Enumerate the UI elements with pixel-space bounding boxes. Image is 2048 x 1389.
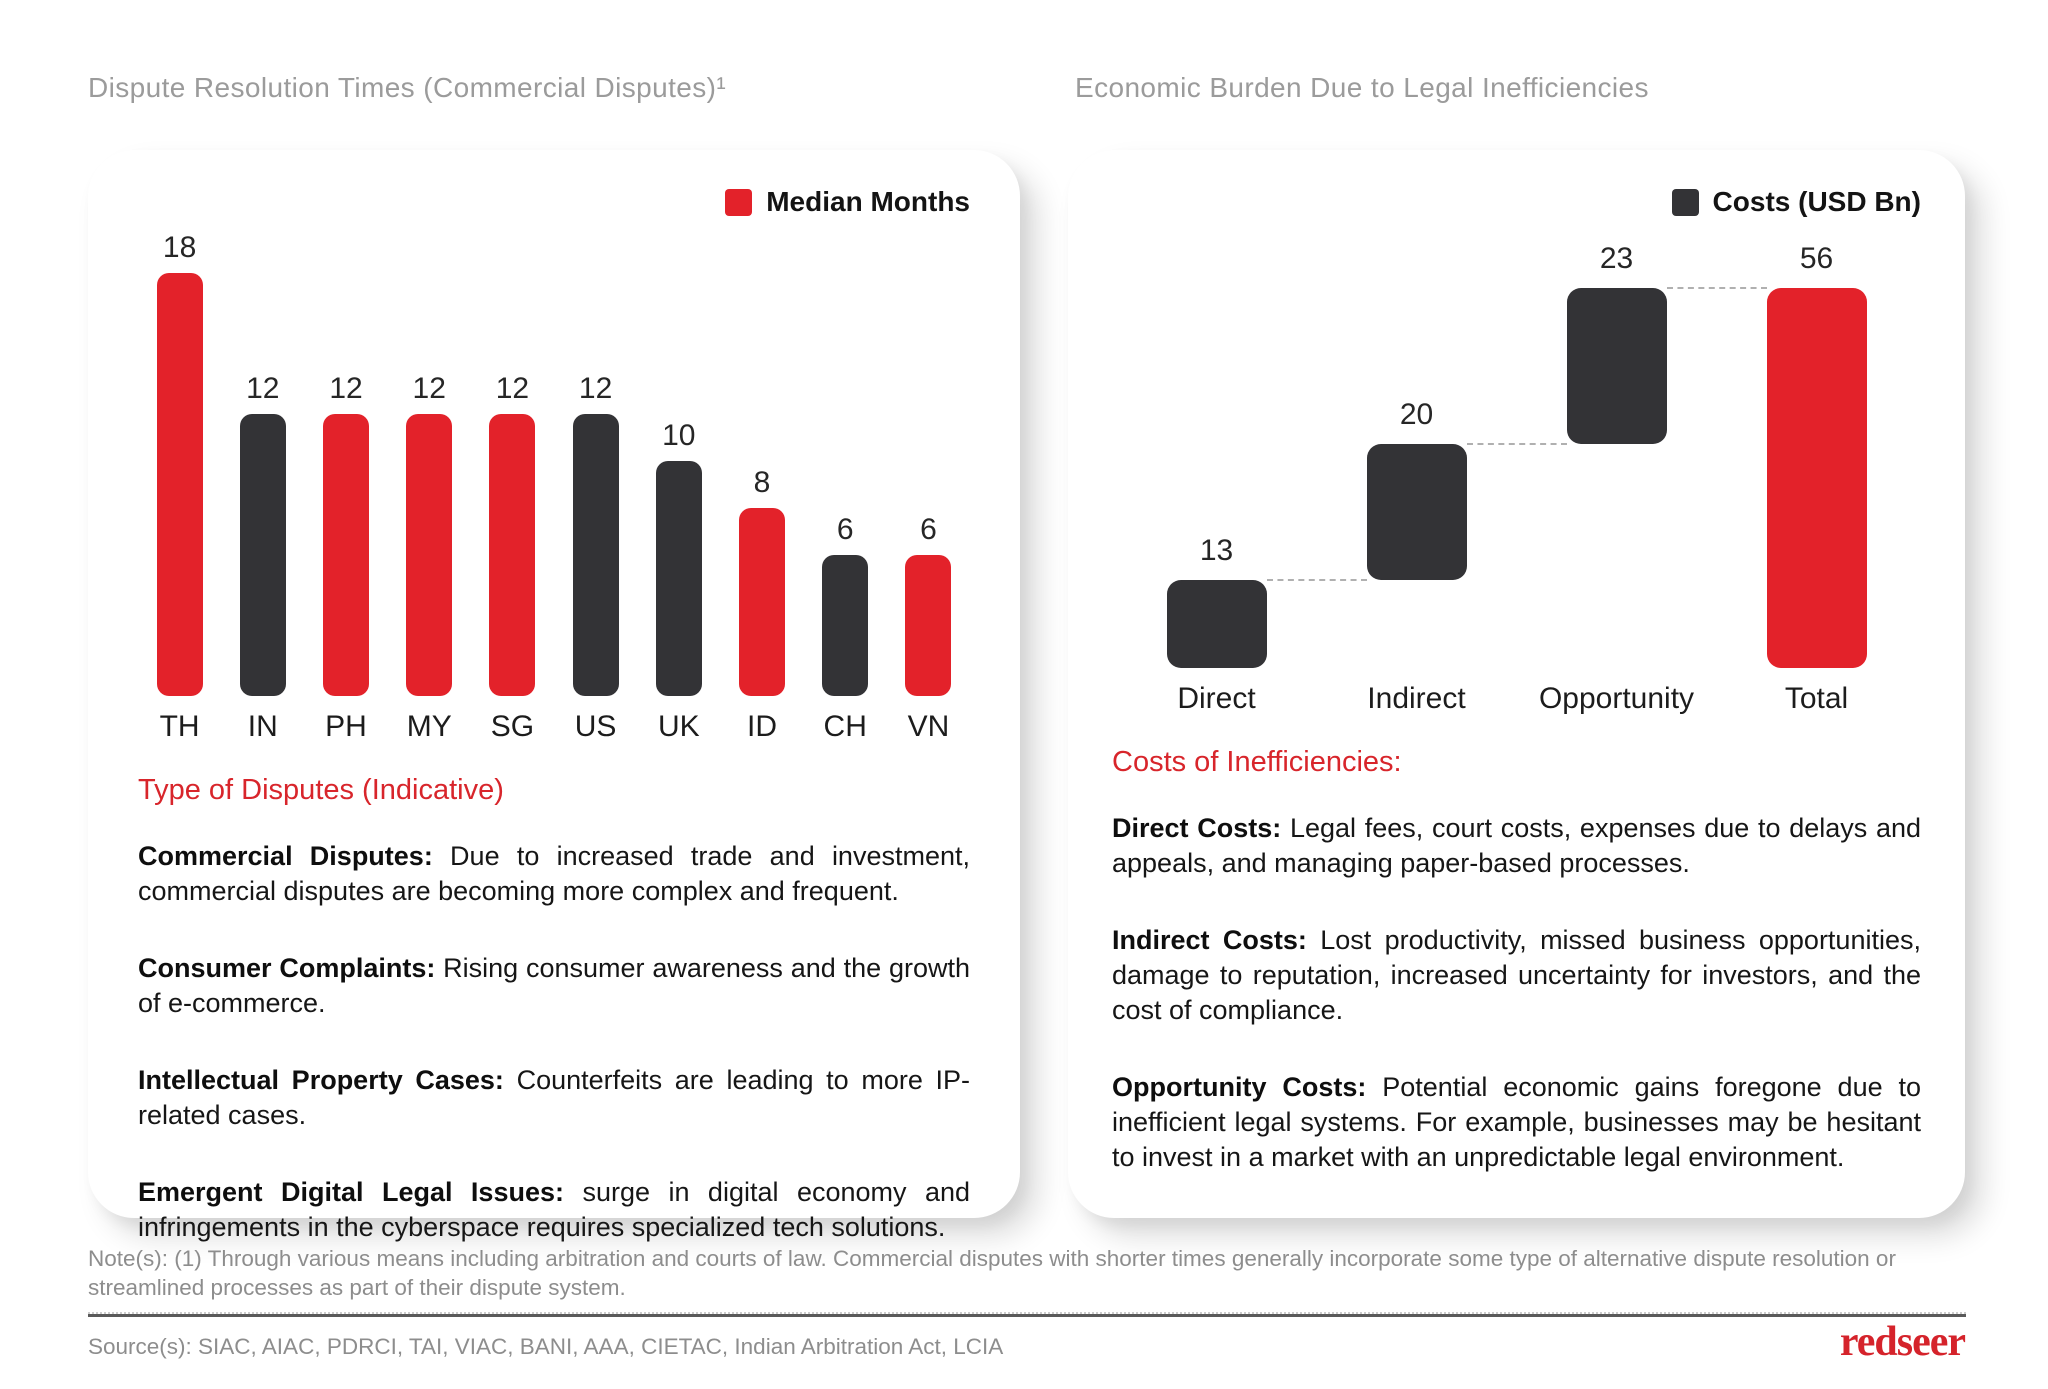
median-months-legend-label: Median Months xyxy=(766,186,970,217)
body-paragraph: Intellectual Property Cases: Counterfeits are leading to more IP-related cases. xyxy=(138,1065,970,1130)
bar-value-label: 18 xyxy=(162,231,197,264)
bar-chart-legend xyxy=(138,186,970,218)
paragraph-lead: Indirect Costs: xyxy=(1112,925,1307,955)
paragraph-lead: Consumer Complaints: xyxy=(138,953,436,983)
paragraph-lead: Opportunity Costs: xyxy=(1112,1072,1367,1102)
bar-category-label: ID xyxy=(747,710,778,743)
source-text: Source(s): SIAC, AIAC, PDRCI, TAI, VIAC, BANI, AAA, CIETAC, Indian Arbitration Act, LCIA xyxy=(88,1334,1004,1359)
footer-divider xyxy=(88,1312,1966,1317)
waterfall-bar-opportunity xyxy=(1567,288,1667,444)
costs-legend-label: Costs (USD Bn) xyxy=(1712,186,1921,217)
bar-value-label: 8 xyxy=(753,466,771,499)
bar-column-vn xyxy=(887,228,970,744)
bar xyxy=(406,414,452,696)
waterfall-value-label: 20 xyxy=(1399,398,1434,432)
paragraph-lead: Emergent Digital Legal Issues: xyxy=(138,1177,564,1207)
bar-category-label: UK xyxy=(657,710,700,743)
bar-column-ph xyxy=(304,228,387,744)
waterfall-connector-line xyxy=(1467,443,1567,445)
dispute-times-card xyxy=(88,150,1020,1242)
bar-category-label: US xyxy=(574,710,617,743)
bar xyxy=(157,273,203,696)
waterfall-category-label: Opportunity xyxy=(1538,682,1695,715)
waterfall-connector-line xyxy=(1667,287,1767,289)
waterfall-category-label: Indirect xyxy=(1367,682,1466,715)
bar-value-label: 12 xyxy=(246,372,280,405)
economic-burden-card xyxy=(1068,150,1965,1218)
bar-column-sg xyxy=(471,228,554,744)
left-section-heading: Type of Disputes (Indicative) xyxy=(138,774,504,806)
body-paragraph: Opportunity Costs: Potential economic gains foregone due to inefficient legal systems. For example, businesses may be hesitant to invest in a market with an unpredictable legal environment. xyxy=(1112,1072,1922,1172)
bar-value-label: 12 xyxy=(412,372,446,405)
waterfall-category-label: Direct xyxy=(1177,682,1256,715)
body-paragraph: Consumer Complaints: Rising consumer awareness and the growth of e-commerce. xyxy=(138,953,970,1018)
bar-value-label: 6 xyxy=(920,513,937,546)
bar-column-th xyxy=(138,228,221,744)
paragraph-lead: Commercial Disputes: xyxy=(138,841,433,871)
waterfall-bar-indirect xyxy=(1367,444,1467,580)
bar-column-ch xyxy=(804,228,887,744)
bar-value-label: 12 xyxy=(495,372,530,405)
right-chart-title: Economic Burden Due to Legal Inefficiencies xyxy=(1075,72,1649,103)
bar-value-label: 12 xyxy=(578,372,613,405)
body-paragraph: Direct Costs: Legal fees, court costs, expenses due to delays and appeals, and managing paper-based processes. xyxy=(1112,813,1921,878)
right-section-heading: Costs of Inefficiencies: xyxy=(1112,746,1402,778)
bar xyxy=(822,555,868,696)
bar-category-label: VN xyxy=(907,710,950,743)
bar-category-label: MY xyxy=(406,710,452,743)
median-months-legend-swatch xyxy=(725,189,752,216)
bar-column-uk xyxy=(637,228,720,744)
left-chart-title: Dispute Resolution Times (Commercial Disputes)¹ xyxy=(88,72,727,103)
dispute-times-bar-chart xyxy=(138,228,970,744)
waterfall-value-label: 56 xyxy=(1799,242,1834,275)
bar-category-label: IN xyxy=(247,710,278,743)
right-paragraphs xyxy=(1112,811,1921,1175)
bar xyxy=(323,414,369,696)
paragraph-lead: Intellectual Property Cases: xyxy=(138,1065,504,1095)
bar-column-us xyxy=(554,228,637,744)
bar xyxy=(573,414,619,696)
redseer-logo: redseer xyxy=(1839,1319,1965,1365)
bar-column-in xyxy=(221,228,304,744)
bar-value-label: 12 xyxy=(329,372,363,405)
bar xyxy=(739,508,785,696)
body-paragraph: Commercial Disputes: Due to increased trade and investment, commercial disputes are becoming more complex and frequent. xyxy=(138,841,970,906)
waterfall-legend xyxy=(1112,186,1921,218)
footnote-text: Note(s): (1) Through various means including arbitration and courts of law. Commercial disputes with shorter times generally incorporate some type of alternative dispute resolution or streamlined processes as part of their dispute system. xyxy=(88,1246,1896,1300)
bar-category-label: PH xyxy=(325,710,367,743)
waterfall-bar-direct xyxy=(1167,580,1267,668)
bar-value-label: 6 xyxy=(836,513,854,546)
waterfall-bar-total xyxy=(1767,288,1867,668)
body-paragraph: Emergent Digital Legal Issues: surge in digital economy and infringements in the cyberspace requires specialized tech solutions. xyxy=(138,1177,971,1242)
waterfall-value-label: 23 xyxy=(1599,242,1634,275)
bar-value-label: 10 xyxy=(662,419,696,452)
paragraph-lead: Direct Costs: xyxy=(1112,813,1282,843)
economic-burden-waterfall-chart xyxy=(1117,242,1917,668)
waterfall-value-label: 13 xyxy=(1199,533,1234,567)
waterfall-category-labels xyxy=(1117,682,1917,716)
costs-legend-swatch xyxy=(1672,189,1699,216)
bar-column-id xyxy=(720,228,803,744)
bar-column-my xyxy=(388,228,471,744)
bar-category-label: SG xyxy=(490,710,535,743)
waterfall-category-label: Total xyxy=(1784,682,1849,715)
left-paragraphs xyxy=(138,839,970,1245)
body-paragraph: Indirect Costs: Lost productivity, missed business opportunities, damage to reputation, increased uncertainty for investors, and the cost of compliance. xyxy=(1112,925,1921,1025)
waterfall-connector-line xyxy=(1267,579,1367,581)
bar-category-label: CH xyxy=(823,710,867,743)
bar-category-label: TH xyxy=(159,710,200,743)
bar xyxy=(905,555,951,696)
bar xyxy=(656,461,702,696)
bar xyxy=(489,414,535,696)
bar xyxy=(240,414,286,696)
